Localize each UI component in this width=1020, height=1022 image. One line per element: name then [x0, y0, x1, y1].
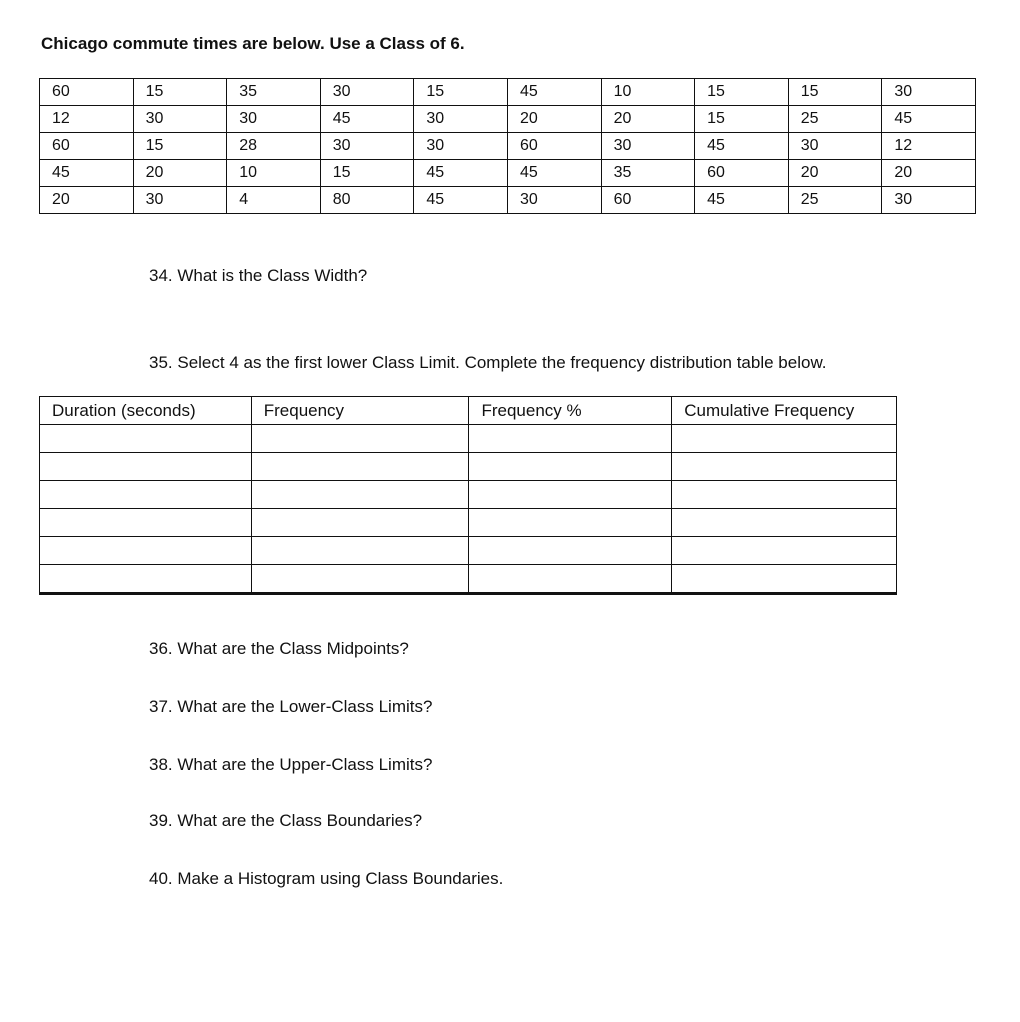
data-cell: 45 [507, 160, 601, 187]
freq-answer-cell[interactable] [469, 537, 672, 565]
freq-answer-cell[interactable] [251, 565, 469, 594]
data-cell: 30 [133, 106, 227, 133]
data-cell: 15 [414, 79, 508, 106]
data-cell: 45 [695, 187, 789, 214]
freq-answer-cell[interactable] [251, 425, 469, 453]
data-row [40, 160, 976, 187]
data-cell: 60 [695, 160, 789, 187]
data-cell: 4 [227, 187, 321, 214]
freq-answer-cell[interactable] [672, 453, 897, 481]
commute-data-table [39, 78, 976, 214]
data-cell: 20 [40, 187, 134, 214]
data-cell: 60 [40, 133, 134, 160]
data-row [40, 106, 976, 133]
data-cell: 30 [414, 133, 508, 160]
freq-answer-cell[interactable] [40, 565, 252, 594]
freq-answer-cell[interactable] [672, 509, 897, 537]
freq-answer-cell[interactable] [672, 425, 897, 453]
data-cell: 20 [882, 160, 976, 187]
freq-answer-cell[interactable] [469, 565, 672, 594]
data-cell: 30 [320, 133, 414, 160]
data-cell: 15 [133, 133, 227, 160]
data-cell: 45 [695, 133, 789, 160]
freq-answer-cell[interactable] [469, 481, 672, 509]
data-cell: 10 [227, 160, 321, 187]
data-cell: 10 [601, 79, 695, 106]
freq-row [40, 453, 897, 481]
frequency-distribution-table [39, 396, 897, 595]
freq-row [40, 565, 897, 594]
data-cell: 60 [507, 133, 601, 160]
data-cell: 30 [507, 187, 601, 214]
question-39: 39. What are the Class Boundaries? [149, 811, 423, 830]
data-cell: 35 [601, 160, 695, 187]
data-row [40, 187, 976, 214]
data-cell: 45 [414, 187, 508, 214]
data-cell: 15 [788, 79, 882, 106]
freq-answer-cell[interactable] [251, 509, 469, 537]
data-cell: 15 [695, 79, 789, 106]
data-cell: 15 [320, 160, 414, 187]
freq-header-cell: Duration (seconds) [40, 397, 252, 425]
data-row [40, 133, 976, 160]
freq-row [40, 509, 897, 537]
data-cell: 30 [788, 133, 882, 160]
freq-answer-cell[interactable] [672, 537, 897, 565]
data-cell: 80 [320, 187, 414, 214]
data-cell: 12 [40, 106, 134, 133]
data-cell: 45 [40, 160, 134, 187]
question-35: 35. Select 4 as the first lower Class Limit. Complete the frequency distribution table below. [149, 353, 827, 372]
freq-answer-cell[interactable] [40, 453, 252, 481]
data-cell: 45 [507, 79, 601, 106]
data-row [40, 79, 976, 106]
data-cell: 20 [601, 106, 695, 133]
freq-answer-cell[interactable] [251, 481, 469, 509]
data-cell: 30 [227, 106, 321, 133]
data-cell: 60 [40, 79, 134, 106]
freq-row [40, 425, 897, 453]
question-37: 37. What are the Lower-Class Limits? [149, 697, 433, 716]
data-cell: 20 [507, 106, 601, 133]
data-cell: 15 [695, 106, 789, 133]
freq-answer-cell[interactable] [469, 509, 672, 537]
question-36: 36. What are the Class Midpoints? [149, 639, 409, 658]
question-40: 40. Make a Histogram using Class Boundaries. [149, 869, 504, 888]
page-title: Chicago commute times are below. Use a Class of 6. [41, 34, 465, 53]
freq-answer-cell[interactable] [40, 481, 252, 509]
data-cell: 30 [601, 133, 695, 160]
data-cell: 30 [320, 79, 414, 106]
data-cell: 45 [414, 160, 508, 187]
freq-answer-cell[interactable] [40, 509, 252, 537]
freq-answer-cell[interactable] [469, 425, 672, 453]
question-38: 38. What are the Upper-Class Limits? [149, 755, 433, 774]
data-cell: 25 [788, 106, 882, 133]
data-cell: 20 [788, 160, 882, 187]
freq-answer-cell[interactable] [672, 565, 897, 594]
freq-header-cell: Cumulative Frequency [672, 397, 897, 425]
data-cell: 30 [133, 187, 227, 214]
freq-row [40, 481, 897, 509]
freq-header-cell: Frequency % [469, 397, 672, 425]
freq-answer-cell[interactable] [251, 537, 469, 565]
data-cell: 45 [320, 106, 414, 133]
data-cell: 30 [882, 79, 976, 106]
freq-header-cell: Frequency [251, 397, 469, 425]
data-cell: 35 [227, 79, 321, 106]
freq-answer-cell[interactable] [672, 481, 897, 509]
data-cell: 28 [227, 133, 321, 160]
data-cell: 25 [788, 187, 882, 214]
data-cell: 30 [414, 106, 508, 133]
question-34: 34. What is the Class Width? [149, 266, 368, 285]
freq-answer-cell[interactable] [40, 537, 252, 565]
data-cell: 15 [133, 79, 227, 106]
data-cell: 45 [882, 106, 976, 133]
data-cell: 60 [601, 187, 695, 214]
data-cell: 30 [882, 187, 976, 214]
freq-answer-cell[interactable] [469, 453, 672, 481]
data-cell: 12 [882, 133, 976, 160]
freq-answer-cell[interactable] [40, 425, 252, 453]
freq-row [40, 537, 897, 565]
data-cell: 20 [133, 160, 227, 187]
freq-answer-cell[interactable] [251, 453, 469, 481]
